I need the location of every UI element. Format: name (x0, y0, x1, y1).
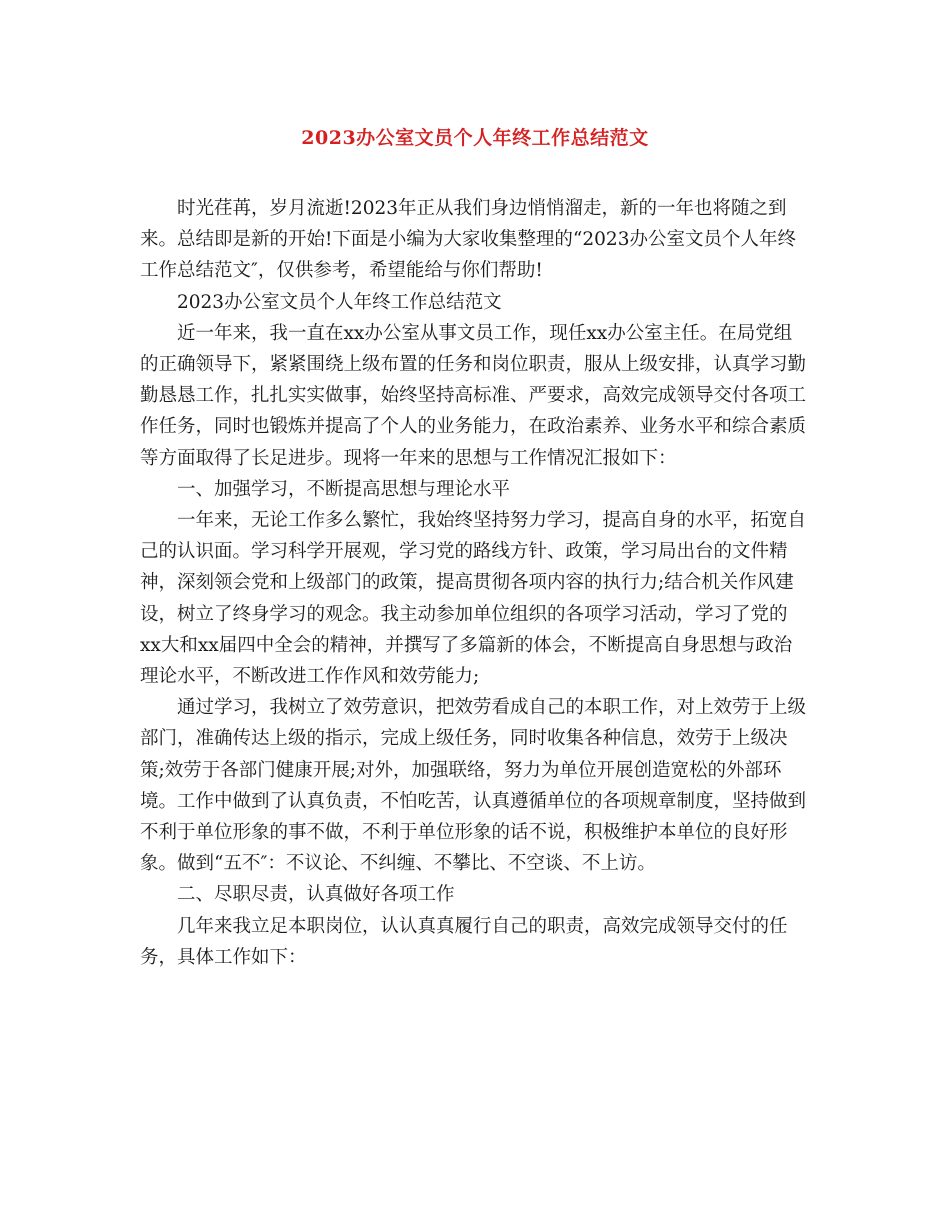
text-line: 不利于单位形象的事不做，不利于单位形象的话不说，积极维护本单位的良好形 (140, 822, 788, 844)
text-line: 境。工作中做到了认真负责，不怕吃苦，认真遵循单位的各项规章制度，坚持做到 (140, 790, 807, 812)
text-line: 策;效劳于各部门健康开展;对外，加强联络，努力为单位开展创造宽松的外部环 (140, 759, 782, 781)
document-body (140, 193, 813, 973)
paragraph (140, 193, 813, 287)
paragraph (140, 879, 813, 910)
paragraph (140, 505, 813, 692)
text-line: 近一年来，我一直在xx办公室从事文员工作，现任xx办公室主任。在局党组 (177, 322, 793, 344)
text-line: 等方面取得了长足进步。现将一年来的思想与工作情况汇报如下： (140, 447, 677, 469)
text-line: 工作总结范文″，仅供参考，希望能给与你们帮助! (140, 260, 543, 282)
text-line: 勤恳恳工作，扎扎实实做事，始终坚持高标准、严要求，高效完成领导交付各项工 (140, 385, 807, 407)
text-line: 己的认识面。学习科学开展观，学习党的路线方针、政策，学习局出台的文件精 (140, 541, 788, 563)
paragraph (140, 692, 813, 879)
text-line: 理论水平，不断改进工作作风和效劳能力; (140, 666, 480, 688)
text-line: 神，深刻领会党和上级部门的政策，提高贯彻各项内容的执行力;结合机关作风建 (140, 572, 794, 594)
document-title: 2023办公室文员个人年终工作总结范文 (301, 127, 649, 149)
text-line: 的正确领导下，紧紧围绕上级布置的任务和岗位职责，服从上级安排，认真学习勤 (140, 354, 807, 376)
text-line: 象。做到“五不″：不议论、不纠缠、不攀比、不空谈、不上访。 (140, 853, 656, 875)
text-line: 一年来，无论工作多么繁忙，我始终坚持努力学习，提高自身的水平，拓宽自 (177, 510, 807, 532)
paragraph (140, 911, 813, 973)
text-line: 时光荏苒，岁月流逝!2023年正从我们身边悄悄溜走，新的一年也将随之到 (177, 198, 787, 219)
text-line: 务，具体工作如下： (140, 946, 307, 968)
text-line: 一、加强学习，不断提高思想与理论水平 (177, 478, 511, 500)
paragraph (140, 287, 813, 318)
text-line: 设，树立了终身学习的观念。我主动参加单位组织的各项学习活动，学习了党的 (140, 603, 788, 625)
paragraph (140, 318, 813, 474)
text-line: 部门，准确传达上级的指示，完成上级任务，同时收集各种信息，效劳于上级决 (140, 728, 788, 750)
text-line: 作任务，同时也锻炼并提高了个人的业务能力，在政治素养、业务水平和综合素质 (140, 416, 807, 438)
text-line: 二、尽职尽责，认真做好各项工作 (177, 884, 455, 906)
text-line: 通过学习，我树立了效劳意识，把效劳看成自己的本职工作，对上效劳于上级 (177, 697, 807, 719)
text-line: 来。总结即是新的开始!下面是小编为大家收集整理的“2023办公室文员个人年终 (140, 229, 796, 251)
text-line: 2023办公室文员个人年终工作总结范文 (177, 291, 502, 313)
text-line: 几年来我立足本职岗位，认认真真履行自己的职责，高效完成领导交付的任 (177, 915, 788, 937)
text-line: xx大和xx届四中全会的精神，并撰写了多篇新的体会，不断提高自身思想与政治 (140, 634, 793, 656)
paragraph (140, 474, 813, 505)
